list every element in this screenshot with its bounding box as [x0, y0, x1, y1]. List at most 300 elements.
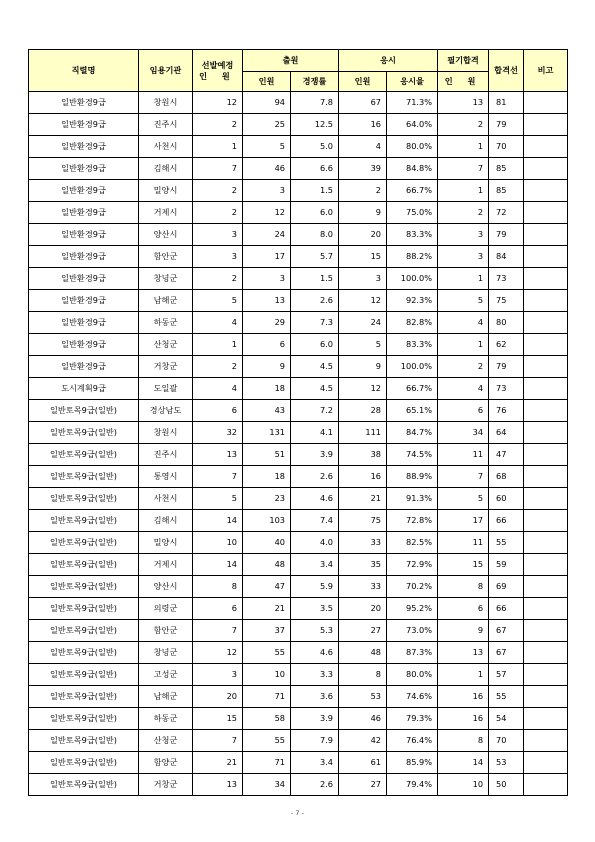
position-cell: 일반환경9급 — [29, 92, 139, 114]
header-applied: 출원 — [243, 50, 339, 72]
took-count-cell: 16 — [339, 114, 387, 136]
took-count-cell: 2 — [339, 180, 387, 202]
competition-rate-cell: 3.3 — [291, 664, 339, 686]
competition-rate-cell: 4.1 — [291, 422, 339, 444]
table-row — [29, 224, 568, 246]
competition-rate-cell: 6.0 — [291, 202, 339, 224]
written-pass-count-cell: 1 — [438, 180, 489, 202]
applied-count-cell: 37 — [243, 620, 291, 642]
competition-rate-cell: 2.6 — [291, 774, 339, 796]
note-cell — [524, 356, 568, 378]
planned-count-cell: 14 — [193, 554, 243, 576]
institution-cell: 김해시 — [139, 510, 193, 532]
cutoff-score-cell: 55 — [489, 686, 524, 708]
cutoff-score-cell: 47 — [489, 444, 524, 466]
took-rate-cell: 95.2% — [387, 598, 438, 620]
position-cell: 일반환경9급 — [29, 290, 139, 312]
planned-count-cell: 7 — [193, 158, 243, 180]
written-pass-count-cell: 15 — [438, 554, 489, 576]
took-rate-cell: 66.7% — [387, 378, 438, 400]
position-cell: 일반토목9급(일반) — [29, 774, 139, 796]
applied-count-cell: 55 — [243, 642, 291, 664]
table-row — [29, 180, 568, 202]
cutoff-score-cell: 57 — [489, 664, 524, 686]
position-cell: 일반토목9급(일반) — [29, 488, 139, 510]
competition-rate-cell: 5.0 — [291, 136, 339, 158]
note-cell — [524, 158, 568, 180]
took-rate-cell: 79.4% — [387, 774, 438, 796]
applied-count-cell: 29 — [243, 312, 291, 334]
note-cell — [524, 400, 568, 422]
position-cell: 일반환경9급 — [29, 334, 139, 356]
written-pass-count-cell: 2 — [438, 114, 489, 136]
applied-count-cell: 18 — [243, 378, 291, 400]
cutoff-score-cell: 85 — [489, 180, 524, 202]
competition-rate-cell: 7.4 — [291, 510, 339, 532]
took-count-cell: 75 — [339, 510, 387, 532]
institution-cell: 산청군 — [139, 730, 193, 752]
planned-count-cell: 6 — [193, 598, 243, 620]
took-count-cell: 12 — [339, 378, 387, 400]
planned-count-cell: 2 — [193, 114, 243, 136]
written-pass-count-cell: 6 — [438, 598, 489, 620]
written-pass-count-cell: 4 — [438, 312, 489, 334]
position-cell: 일반환경9급 — [29, 136, 139, 158]
took-rate-cell: 70.2% — [387, 576, 438, 598]
institution-cell: 거제시 — [139, 554, 193, 576]
table-row — [29, 708, 568, 730]
institution-cell: 고성군 — [139, 664, 193, 686]
applied-count-cell: 94 — [243, 92, 291, 114]
position-cell: 일반토목9급(일반) — [29, 686, 139, 708]
cutoff-score-cell: 53 — [489, 752, 524, 774]
institution-cell: 사천시 — [139, 136, 193, 158]
exam-results-table — [28, 49, 568, 796]
took-count-cell: 46 — [339, 708, 387, 730]
written-pass-count-cell: 3 — [438, 224, 489, 246]
took-count-cell: 48 — [339, 642, 387, 664]
competition-rate-cell: 5.9 — [291, 576, 339, 598]
position-cell: 일반토목9급(일반) — [29, 708, 139, 730]
cutoff-score-cell: 66 — [489, 598, 524, 620]
planned-count-cell: 14 — [193, 510, 243, 532]
competition-rate-cell: 4.6 — [291, 642, 339, 664]
cutoff-score-cell: 64 — [489, 422, 524, 444]
table-row — [29, 774, 568, 796]
cutoff-score-cell: 54 — [489, 708, 524, 730]
took-count-cell: 9 — [339, 202, 387, 224]
written-pass-count-cell: 2 — [438, 356, 489, 378]
table-row — [29, 598, 568, 620]
planned-count-cell: 12 — [193, 642, 243, 664]
competition-rate-cell: 3.4 — [291, 554, 339, 576]
note-cell — [524, 268, 568, 290]
planned-count-cell: 21 — [193, 752, 243, 774]
took-count-cell: 27 — [339, 620, 387, 642]
note-cell — [524, 136, 568, 158]
institution-cell: 하동군 — [139, 312, 193, 334]
planned-count-cell: 12 — [193, 92, 243, 114]
written-pass-count-cell: 13 — [438, 92, 489, 114]
note-cell — [524, 554, 568, 576]
cutoff-score-cell: 55 — [489, 532, 524, 554]
competition-rate-cell: 7.8 — [291, 92, 339, 114]
institution-cell: 하동군 — [139, 708, 193, 730]
note-cell — [524, 224, 568, 246]
page-number: - 7 - — [291, 809, 304, 817]
cutoff-score-cell: 59 — [489, 554, 524, 576]
table-row — [29, 202, 568, 224]
table-row — [29, 92, 568, 114]
took-rate-cell: 75.0% — [387, 202, 438, 224]
table-row — [29, 158, 568, 180]
applied-count-cell: 55 — [243, 730, 291, 752]
position-cell: 일반환경9급 — [29, 180, 139, 202]
applied-count-cell: 24 — [243, 224, 291, 246]
took-count-cell: 21 — [339, 488, 387, 510]
cutoff-score-cell: 67 — [489, 620, 524, 642]
took-count-cell: 5 — [339, 334, 387, 356]
written-pass-count-cell: 5 — [438, 290, 489, 312]
note-cell — [524, 378, 568, 400]
position-cell: 일반토목9급(일반) — [29, 642, 139, 664]
note-cell — [524, 444, 568, 466]
note-cell — [524, 422, 568, 444]
planned-count-cell: 32 — [193, 422, 243, 444]
table-row — [29, 356, 568, 378]
written-pass-count-cell: 4 — [438, 378, 489, 400]
written-pass-count-cell: 8 — [438, 576, 489, 598]
applied-count-cell: 5 — [243, 136, 291, 158]
note-cell — [524, 598, 568, 620]
position-cell: 일반토목9급(일반) — [29, 598, 139, 620]
table-row — [29, 642, 568, 664]
note-cell — [524, 708, 568, 730]
took-rate-cell: 100.0% — [387, 356, 438, 378]
position-cell: 도시계획9급 — [29, 378, 139, 400]
competition-rate-cell: 5.3 — [291, 620, 339, 642]
competition-rate-cell: 7.9 — [291, 730, 339, 752]
institution-cell: 창원시 — [139, 92, 193, 114]
note-cell — [524, 114, 568, 136]
took-rate-cell: 66.7% — [387, 180, 438, 202]
institution-cell: 통영시 — [139, 466, 193, 488]
note-cell — [524, 686, 568, 708]
written-pass-count-cell: 9 — [438, 620, 489, 642]
applied-count-cell: 131 — [243, 422, 291, 444]
cutoff-score-cell: 73 — [489, 378, 524, 400]
planned-count-cell: 4 — [193, 312, 243, 334]
competition-rate-cell: 4.5 — [291, 378, 339, 400]
applied-count-cell: 6 — [243, 334, 291, 356]
cutoff-score-cell: 72 — [489, 202, 524, 224]
written-pass-count-cell: 11 — [438, 444, 489, 466]
note-cell — [524, 752, 568, 774]
took-rate-cell: 71.3% — [387, 92, 438, 114]
cutoff-score-cell: 81 — [489, 92, 524, 114]
institution-cell: 남해군 — [139, 686, 193, 708]
table-row — [29, 312, 568, 334]
table-row — [29, 752, 568, 774]
applied-count-cell: 103 — [243, 510, 291, 532]
header-institution: 임용기관 — [139, 50, 193, 92]
institution-cell: 진주시 — [139, 114, 193, 136]
written-pass-count-cell: 14 — [438, 752, 489, 774]
took-count-cell: 8 — [339, 664, 387, 686]
took-count-cell: 24 — [339, 312, 387, 334]
took-count-cell: 9 — [339, 356, 387, 378]
took-rate-cell: 92.3% — [387, 290, 438, 312]
planned-count-cell: 20 — [193, 686, 243, 708]
table-row — [29, 554, 568, 576]
position-cell: 일반토목9급(일반) — [29, 400, 139, 422]
planned-count-cell: 4 — [193, 378, 243, 400]
planned-count-cell: 5 — [193, 488, 243, 510]
took-rate-cell: 74.6% — [387, 686, 438, 708]
header-note: 비고 — [524, 50, 568, 92]
written-pass-count-cell: 3 — [438, 246, 489, 268]
took-rate-cell: 82.8% — [387, 312, 438, 334]
took-rate-cell: 85.9% — [387, 752, 438, 774]
table-row — [29, 510, 568, 532]
applied-count-cell: 3 — [243, 268, 291, 290]
written-pass-count-cell: 16 — [438, 686, 489, 708]
applied-count-cell: 18 — [243, 466, 291, 488]
position-cell: 일반토목9급(일반) — [29, 422, 139, 444]
table-header — [29, 50, 568, 92]
position-cell: 일반토목9급(일반) — [29, 730, 139, 752]
note-cell — [524, 532, 568, 554]
note-cell — [524, 246, 568, 268]
note-cell — [524, 774, 568, 796]
competition-rate-cell: 5.7 — [291, 246, 339, 268]
applied-count-cell: 23 — [243, 488, 291, 510]
took-count-cell: 3 — [339, 268, 387, 290]
position-cell: 일반환경9급 — [29, 312, 139, 334]
table-row — [29, 488, 568, 510]
institution-cell: 김해시 — [139, 158, 193, 180]
note-cell — [524, 202, 568, 224]
institution-cell: 함안군 — [139, 620, 193, 642]
took-count-cell: 20 — [339, 224, 387, 246]
took-count-cell: 111 — [339, 422, 387, 444]
table-row — [29, 686, 568, 708]
took-rate-cell: 83.3% — [387, 334, 438, 356]
note-cell — [524, 510, 568, 532]
institution-cell: 거창군 — [139, 356, 193, 378]
applied-count-cell: 25 — [243, 114, 291, 136]
header-planned-line1: 선발예정 — [201, 60, 234, 71]
competition-rate-cell: 1.5 — [291, 268, 339, 290]
table-row — [29, 620, 568, 642]
cutoff-score-cell: 60 — [489, 488, 524, 510]
took-count-cell: 20 — [339, 598, 387, 620]
took-count-cell: 38 — [339, 444, 387, 466]
written-pass-count-cell: 7 — [438, 158, 489, 180]
institution-cell: 도일괄 — [139, 378, 193, 400]
note-cell — [524, 312, 568, 334]
position-cell: 일반환경9급 — [29, 158, 139, 180]
took-count-cell: 67 — [339, 92, 387, 114]
took-count-cell: 42 — [339, 730, 387, 752]
took-rate-cell: 80.0% — [387, 136, 438, 158]
table-row — [29, 400, 568, 422]
written-pass-count-cell: 34 — [438, 422, 489, 444]
cutoff-score-cell: 75 — [489, 290, 524, 312]
position-cell: 일반토목9급(일반) — [29, 752, 139, 774]
position-cell: 일반토목9급(일반) — [29, 664, 139, 686]
written-pass-count-cell: 8 — [438, 730, 489, 752]
applied-count-cell: 13 — [243, 290, 291, 312]
took-rate-cell: 73.0% — [387, 620, 438, 642]
applied-count-cell: 34 — [243, 774, 291, 796]
applied-count-cell: 51 — [243, 444, 291, 466]
took-rate-cell: 82.5% — [387, 532, 438, 554]
cutoff-score-cell: 73 — [489, 268, 524, 290]
cutoff-score-cell: 62 — [489, 334, 524, 356]
institution-cell: 양산시 — [139, 576, 193, 598]
header-cutoff: 합격선 — [489, 50, 524, 92]
planned-count-cell: 7 — [193, 620, 243, 642]
note-cell — [524, 180, 568, 202]
position-cell: 일반토목9급(일반) — [29, 510, 139, 532]
planned-count-cell: 6 — [193, 400, 243, 422]
table-row — [29, 246, 568, 268]
took-rate-cell: 87.3% — [387, 642, 438, 664]
applied-count-cell: 43 — [243, 400, 291, 422]
competition-rate-cell: 6.0 — [291, 334, 339, 356]
competition-rate-cell: 6.6 — [291, 158, 339, 180]
header-planned — [193, 50, 243, 92]
institution-cell: 창원시 — [139, 422, 193, 444]
header-planned-line2: 인 원 — [199, 70, 236, 81]
note-cell — [524, 488, 568, 510]
institution-cell: 밀양시 — [139, 532, 193, 554]
position-cell: 일반토목9급(일반) — [29, 620, 139, 642]
took-rate-cell: 84.7% — [387, 422, 438, 444]
competition-rate-cell: 7.2 — [291, 400, 339, 422]
cutoff-score-cell: 67 — [489, 642, 524, 664]
position-cell: 일반토목9급(일반) — [29, 466, 139, 488]
institution-cell: 양산시 — [139, 224, 193, 246]
table-row — [29, 532, 568, 554]
position-cell: 일반토목9급(일반) — [29, 532, 139, 554]
took-count-cell: 12 — [339, 290, 387, 312]
table-row — [29, 378, 568, 400]
applied-count-cell: 58 — [243, 708, 291, 730]
institution-cell: 산청군 — [139, 334, 193, 356]
table-row — [29, 422, 568, 444]
planned-count-cell: 2 — [193, 356, 243, 378]
applied-count-cell: 21 — [243, 598, 291, 620]
note-cell — [524, 466, 568, 488]
took-rate-cell: 76.4% — [387, 730, 438, 752]
header-position: 직렬명 — [29, 50, 139, 92]
took-rate-cell: 74.5% — [387, 444, 438, 466]
institution-cell: 거제시 — [139, 202, 193, 224]
took-count-cell: 16 — [339, 466, 387, 488]
cutoff-score-cell: 79 — [489, 356, 524, 378]
written-pass-count-cell: 1 — [438, 664, 489, 686]
table-row — [29, 114, 568, 136]
took-rate-cell: 100.0% — [387, 268, 438, 290]
written-pass-count-cell: 11 — [438, 532, 489, 554]
written-pass-count-cell: 7 — [438, 466, 489, 488]
took-count-cell: 28 — [339, 400, 387, 422]
cutoff-score-cell: 69 — [489, 576, 524, 598]
position-cell: 일반토목9급(일반) — [29, 444, 139, 466]
competition-rate-cell: 4.6 — [291, 488, 339, 510]
institution-cell: 밀양시 — [139, 180, 193, 202]
written-pass-count-cell: 5 — [438, 488, 489, 510]
institution-cell: 거창군 — [139, 774, 193, 796]
cutoff-score-cell: 79 — [489, 114, 524, 136]
cutoff-score-cell: 50 — [489, 774, 524, 796]
applied-count-cell: 40 — [243, 532, 291, 554]
took-rate-cell: 88.2% — [387, 246, 438, 268]
cutoff-score-cell: 70 — [489, 136, 524, 158]
position-cell: 일반환경9급 — [29, 356, 139, 378]
applied-count-cell: 9 — [243, 356, 291, 378]
position-cell: 일반환경9급 — [29, 202, 139, 224]
planned-count-cell: 13 — [193, 444, 243, 466]
planned-count-cell: 15 — [193, 708, 243, 730]
cutoff-score-cell: 70 — [489, 730, 524, 752]
took-rate-cell: 80.0% — [387, 664, 438, 686]
took-count-cell: 27 — [339, 774, 387, 796]
cutoff-score-cell: 79 — [489, 224, 524, 246]
applied-count-cell: 71 — [243, 752, 291, 774]
institution-cell: 창녕군 — [139, 642, 193, 664]
header-took-count: 인원 — [339, 72, 387, 92]
took-count-cell: 39 — [339, 158, 387, 180]
took-rate-cell: 88.9% — [387, 466, 438, 488]
took-rate-cell: 79.3% — [387, 708, 438, 730]
competition-rate-cell: 4.5 — [291, 356, 339, 378]
table-row — [29, 730, 568, 752]
cutoff-score-cell: 85 — [489, 158, 524, 180]
institution-cell: 진주시 — [139, 444, 193, 466]
cutoff-score-cell: 66 — [489, 510, 524, 532]
table-row — [29, 466, 568, 488]
planned-count-cell: 7 — [193, 730, 243, 752]
took-count-cell: 15 — [339, 246, 387, 268]
planned-count-cell: 2 — [193, 180, 243, 202]
took-count-cell: 33 — [339, 576, 387, 598]
cutoff-score-cell: 68 — [489, 466, 524, 488]
header-took: 응시 — [339, 50, 438, 72]
cutoff-score-cell: 84 — [489, 246, 524, 268]
competition-rate-cell: 2.6 — [291, 466, 339, 488]
written-pass-count-cell: 13 — [438, 642, 489, 664]
note-cell — [524, 642, 568, 664]
planned-count-cell: 5 — [193, 290, 243, 312]
results-table-container — [28, 49, 567, 796]
took-count-cell: 33 — [339, 532, 387, 554]
written-pass-count-cell: 17 — [438, 510, 489, 532]
planned-count-cell: 3 — [193, 664, 243, 686]
planned-count-cell: 2 — [193, 268, 243, 290]
competition-rate-cell: 3.5 — [291, 598, 339, 620]
applied-count-cell: 10 — [243, 664, 291, 686]
table-row — [29, 290, 568, 312]
institution-cell: 남해군 — [139, 290, 193, 312]
note-cell — [524, 290, 568, 312]
planned-count-cell: 1 — [193, 334, 243, 356]
planned-count-cell: 13 — [193, 774, 243, 796]
position-cell: 일반환경9급 — [29, 224, 139, 246]
planned-count-cell: 3 — [193, 224, 243, 246]
